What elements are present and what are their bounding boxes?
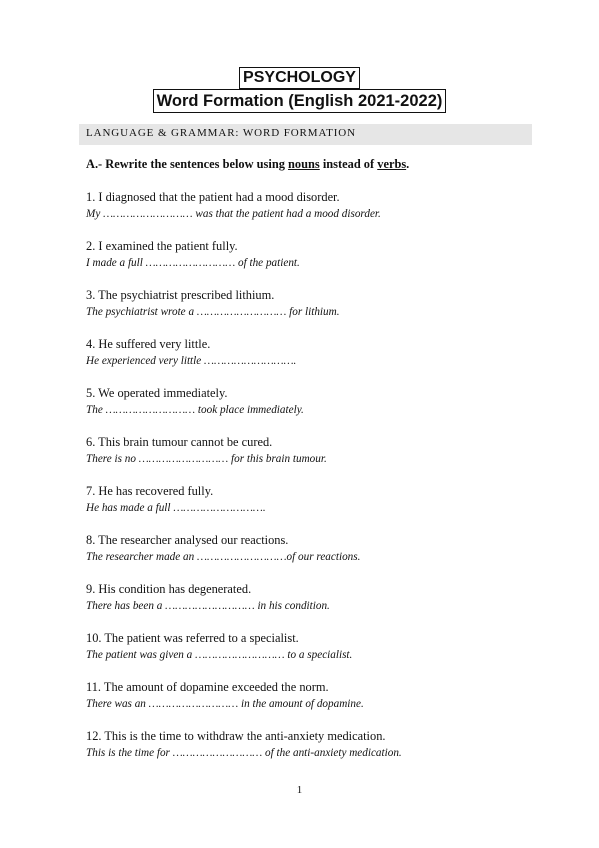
item-question: 12. This is the time to withdraw the anti-anxiety medication. <box>86 729 386 743</box>
item-answer-line[interactable]: He experienced very little ………………………. <box>86 355 297 367</box>
exercise-item-2 <box>86 238 546 271</box>
section-header-bar <box>79 124 532 145</box>
item-question: 7. He has recovered fully. <box>86 484 214 498</box>
instruction-nouns: nouns <box>288 157 320 171</box>
section-header-text: LANGUAGE & GRAMMAR: WORD FORMATION <box>86 127 356 139</box>
exercise-item-5 <box>86 385 546 418</box>
item-answer-line[interactable]: The ……………………… took place immediately. <box>86 404 304 416</box>
exercise-item-1 <box>86 189 546 222</box>
item-question: 9. His condition has degenerated. <box>86 582 252 596</box>
exercise-item-12 <box>86 728 546 761</box>
exercise-item-10 <box>86 630 546 663</box>
instruction-prefix: A.- Rewrite the sentences below using <box>86 157 285 171</box>
item-answer-line[interactable]: There has been a ……………………… in his condition. <box>86 600 330 612</box>
item-answer-line[interactable]: The researcher made an ………………………of our reactions. <box>86 551 361 563</box>
item-question: 10. The patient was referred to a specialist. <box>86 631 299 645</box>
exercise-item-8 <box>86 532 546 565</box>
item-question: 2. I examined the patient fully. <box>86 239 238 253</box>
item-answer-line[interactable]: There is no ……………………… for this brain tumour. <box>86 453 327 465</box>
exercise-instruction <box>86 157 409 172</box>
page-number: 1 <box>296 784 303 796</box>
item-question: 3. The psychiatrist prescribed lithium. <box>86 288 275 302</box>
item-question: 4. He suffered very little. <box>86 337 211 351</box>
exercise-item-7 <box>86 483 546 516</box>
item-question: 1. I diagnosed that the patient had a mood disorder. <box>86 190 340 204</box>
instruction-verbs: verbs <box>377 157 407 171</box>
item-question: 11. The amount of dopamine exceeded the norm. <box>86 680 329 694</box>
instruction-middle: instead of <box>322 157 375 171</box>
exercise-item-6 <box>86 434 546 467</box>
exercise-item-4 <box>86 336 546 369</box>
item-answer-line[interactable]: The patient was given a ……………………… to a specialist. <box>86 649 353 661</box>
title-row <box>0 67 599 89</box>
exercise-item-11 <box>86 679 546 712</box>
document-title: PSYCHOLOGY <box>239 67 360 89</box>
item-answer-line[interactable]: There was an ……………………… in the amount of dopamine. <box>86 698 364 710</box>
item-question: 6. This brain tumour cannot be cured. <box>86 435 273 449</box>
item-answer-line[interactable]: I made a full ……………………… of the patient. <box>86 257 300 269</box>
subtitle-row <box>0 89 599 113</box>
document-subtitle: Word Formation (English 2021-2022) <box>153 89 447 113</box>
instruction-suffix: . <box>406 157 410 171</box>
item-question: 8. The researcher analysed our reactions. <box>86 533 289 547</box>
item-answer-line[interactable]: He has made a full ………………………. <box>86 502 266 514</box>
item-answer-line[interactable]: My ……………………… was that the patient had a mood disorder. <box>86 208 381 220</box>
item-answer-line[interactable]: This is the time for ……………………… of the anti-anxiety medication. <box>86 747 402 759</box>
item-question: 5. We operated immediately. <box>86 386 228 400</box>
exercise-item-9 <box>86 581 546 614</box>
item-answer-line[interactable]: The psychiatrist wrote a ……………………… for lithium. <box>86 306 340 318</box>
exercise-item-3 <box>86 287 546 320</box>
